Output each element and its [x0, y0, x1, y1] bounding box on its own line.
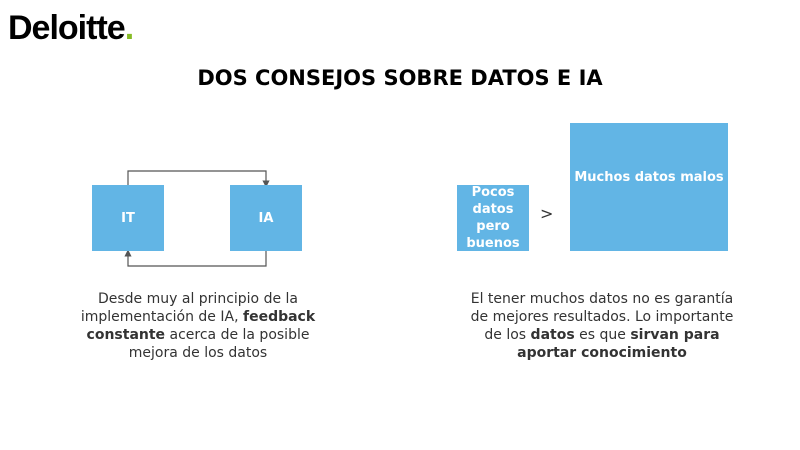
top-loop-arrow: [128, 171, 266, 185]
greater-than-sign: >: [540, 204, 554, 223]
page-title: DOS CONSEJOS SOBRE DATOS E IA: [197, 66, 603, 90]
few-good-data-box: Pocos datos pero buenos: [457, 185, 529, 251]
much-bad-data-box: Muchos datos malos: [570, 123, 728, 251]
deloitte-logo: Deloitte.: [8, 9, 134, 47]
data-quality-description: El tener muchos datos no es garantía de mejores resultados. Lo importante de los datos es que sirvan para aportar conocimiento: [470, 291, 734, 361]
ia-box: IA: [230, 185, 302, 251]
feedback-description: Desde muy al principio de la implementación de IA, feedback constante acerca de la posible mejora de los datos: [80, 291, 316, 361]
bottom-loop-arrow: [128, 251, 266, 266]
it-box: IT: [92, 185, 164, 251]
